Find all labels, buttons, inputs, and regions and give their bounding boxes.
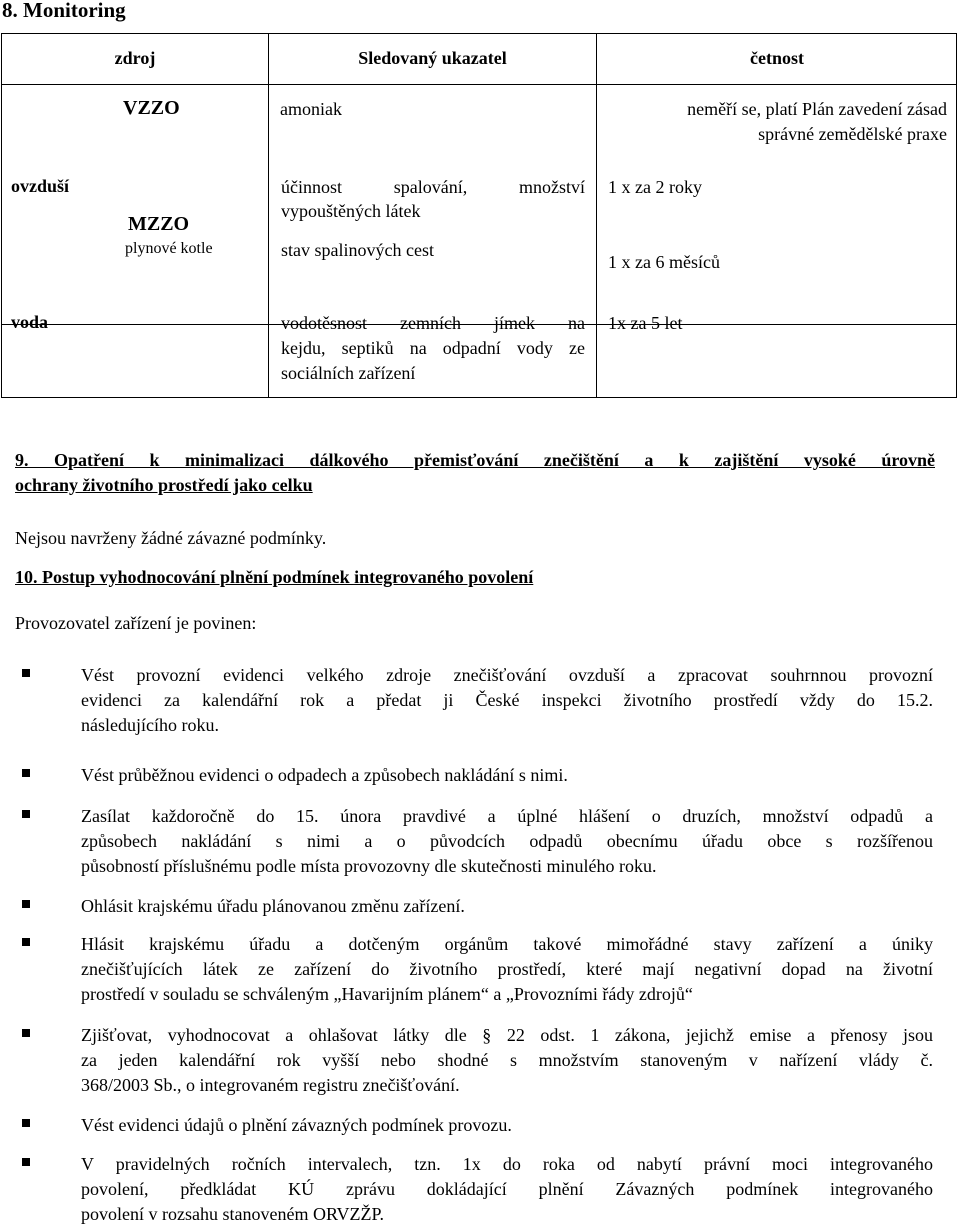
indicator-ucinnost-line1: účinnost spalování, množství — [281, 177, 585, 197]
bullet-marker — [22, 900, 30, 908]
bullet-marker — [22, 1029, 30, 1037]
indicator-vodotesnost-line3: sociálních zařízení — [281, 363, 416, 383]
section-9-title-line2: ochrany životního prostředí jako celku — [15, 475, 313, 495]
table-divider — [2, 84, 956, 85]
bullet-marker — [22, 669, 30, 677]
frequency-vzzo-line2: správné zemědělské praxe — [758, 124, 947, 144]
bullet-marker — [22, 1158, 30, 1166]
list-item: Zasílat každoročně do 15. února pravdivé a úplné hlášení o druzích, množství odpadů a způsobech nakládání s nimi a o původcích odpadů obecnímu úřadu obce s rozšířenou působností příslušnému podle místa provozovny dle skutečnosti minulého roku. — [81, 806, 933, 876]
header-zdroj: zdroj — [114, 48, 156, 68]
frequency-2-roky: 1 x za 2 roky — [608, 177, 702, 197]
section-10-title: 10. Postup vyhodnocování plnění podmínek integrovaného povolení — [15, 567, 534, 587]
source-vzzo: VZZO — [123, 97, 180, 119]
frequency-vzzo-line1: neměří se, platí Plán zavedení zásad — [687, 99, 947, 119]
section-9-title-line1: 9. Opatření k minimalizaci dálkového přemisťování znečištění a k zajištění vysoké úrovně — [15, 450, 935, 470]
indicator-amoniak: amoniak — [280, 99, 342, 119]
header-cetnost: četnost — [750, 48, 804, 68]
list-item: Hlásit krajskému úřadu a dotčeným orgánům takové mimořádné stavy zařízení a úniky znečišťujících látek ze zařízení do životního prostředí, které mají negativní dopad na životní prostředí v souladu se schváleným „Havarijním plánem“ a „Provozními řády zdrojů“ — [81, 934, 933, 1004]
list-item: Zjišťovat, vyhodnocovat a ohlašovat látky dle § 22 odst. 1 zákona, jejichž emise a přenosy jsou za jeden kalendářní rok vyšší nebo shodné s množstvím stanoveným v nařízení vlády č. 368/2003 Sb., o integrovaném registru znečišťování. — [81, 1025, 933, 1095]
bullet-marker — [22, 810, 30, 818]
list-item: Vést evidenci údajů o plnění závazných podmínek provozu. — [81, 1115, 512, 1135]
indicator-spalinove-cesty: stav spalinových cest — [281, 240, 434, 260]
category-ovzdusi: ovzduší — [11, 176, 70, 196]
source-mzzo-sub: plynové kotle — [125, 240, 213, 257]
monitoring-table — [1, 33, 957, 398]
category-voda: voda — [11, 312, 49, 332]
bullet-marker — [22, 1119, 30, 1127]
source-mzzo: MZZO — [128, 213, 190, 235]
section-8-title: 8. Monitoring — [2, 0, 126, 22]
list-item: V pravidelných ročních intervalech, tzn. 1x do roka od nabytí právní moci integrovaného povolení, předkládat KÚ zprávu dokládající plnění Závazných podmínek integrovaného povolení v rozsahu stanoveném ORVZŽP. — [81, 1154, 933, 1224]
list-item: Ohlásit krajskému úřadu plánovanou změnu zařízení. — [81, 896, 465, 916]
section-10-intro: Provozovatel zařízení je povinen: — [15, 613, 257, 633]
table-divider — [268, 34, 269, 397]
frequency-5-let: 1x za 5 let — [608, 313, 683, 333]
indicator-ucinnost-line2: vypouštěných látek — [281, 201, 421, 221]
table-divider — [596, 34, 597, 397]
list-item: Vést průběžnou evidenci o odpadech a způsobech nakládání s nimi. — [81, 765, 568, 785]
frequency-6-mesicu: 1 x za 6 měsíců — [608, 252, 720, 272]
bullet-marker — [22, 938, 30, 946]
bullet-marker — [22, 769, 30, 777]
list-item: Vést provozní evidenci velkého zdroje znečišťování ovzduší a zpracovat souhrnnou provozní evidenci za kalendářní rok a předat ji České inspekci životního prostředí vždy do 15.2. následujícího roku. — [81, 665, 933, 735]
header-ukazatel: Sledovaný ukazatel — [358, 48, 507, 68]
section-9-text: Nejsou navrženy žádné závazné podmínky. — [15, 528, 327, 548]
indicator-vodotesnost-line1: vodotěsnost zemních jímek na — [281, 313, 585, 333]
indicator-vodotesnost-line2: kejdu, septiků na odpadní vody ze — [281, 338, 585, 358]
